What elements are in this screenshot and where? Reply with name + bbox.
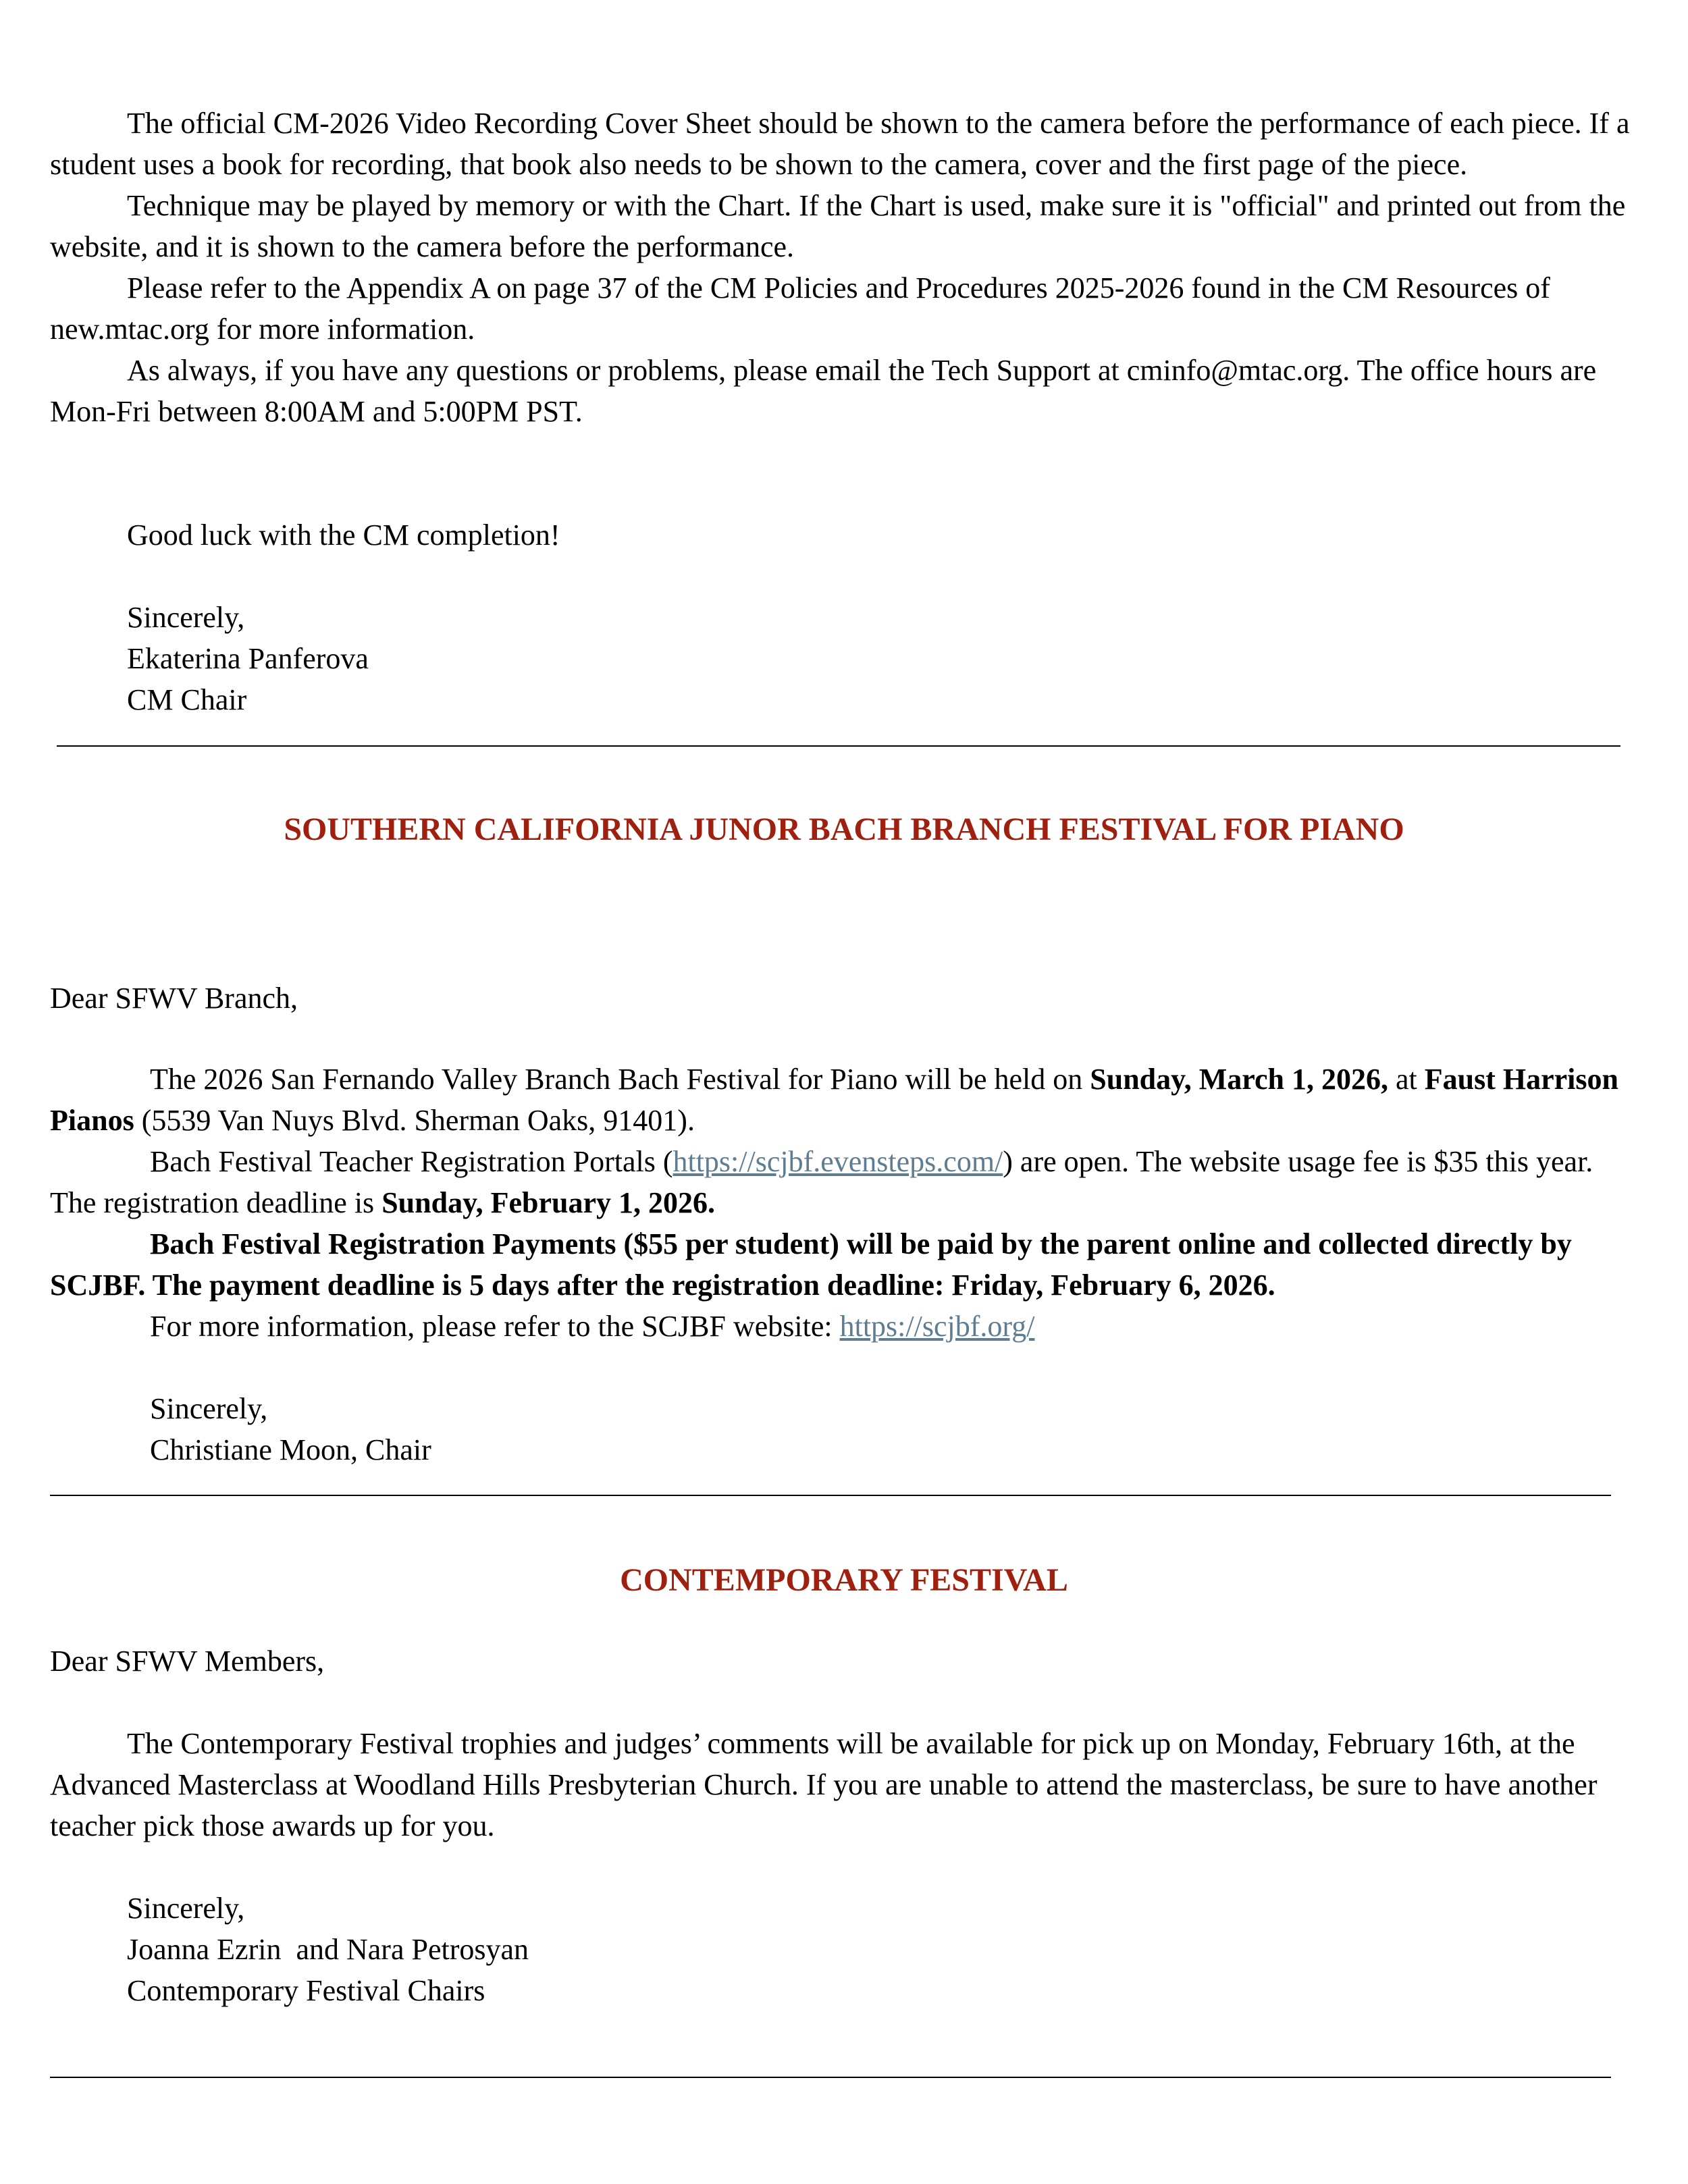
contemporary-signature xyxy=(50,1888,1643,2011)
scjbf-website-link[interactable]: https://scjbf.org/ xyxy=(839,1310,1035,1343)
section-divider xyxy=(57,745,1620,747)
bach-section xyxy=(50,1059,1643,1347)
cm-paragraph-tech-support: As always, if you have any questions or problems, please email the Tech Support at cminfo@mtac.org. The office hours are Mon-Fri between 8:00AM and 5:00PM PST. xyxy=(50,354,1597,428)
bach-event-text-a: The 2026 San Fernando Valley Branch Bach Festival for Piano will be held on xyxy=(150,1063,1090,1096)
contemporary-signer-title: Contemporary Festival Chairs xyxy=(127,1974,485,2007)
evensteps-link[interactable]: https://scjbf.evensteps.com/ xyxy=(672,1145,1003,1178)
bach-paragraph-payments xyxy=(50,1223,1643,1306)
contemporary-greeting-block xyxy=(50,1641,1643,1682)
cm-paragraph-appendix: Please refer to the Appendix A on page 37 of the CM Policies and Procedures 2025-2026 found in the CM Resources of new.mtac.org for more information. xyxy=(50,271,1550,346)
bach-paragraph-event xyxy=(50,1059,1643,1141)
bach-event-address: (5539 Van Nuys Blvd. Sherman Oaks, 91401). xyxy=(134,1104,695,1137)
cm-paragraph-technique: Technique may be played by memory or with the Chart. If the Chart is used, make sure it is "official" and printed out from the website, and it is shown to the camera before the performance. xyxy=(50,189,1626,263)
bach-event-text-b: at xyxy=(1388,1063,1425,1096)
bach-registration-text-b: ) are open. The website usage fee is $35 this year. The registration deadline is xyxy=(50,1145,1593,1219)
cm-sincerely: Sincerely, xyxy=(127,601,245,634)
cm-closing xyxy=(50,514,1643,556)
cm-good-luck: Good luck with the CM completion! xyxy=(127,518,560,552)
cm-section xyxy=(50,103,1643,432)
contemporary-signer-names: Joanna Ezrin and Nara Petrosyan xyxy=(127,1933,529,1966)
contemporary-festival-heading: CONTEMPORARY FESTIVAL xyxy=(620,1562,1068,1598)
cm-paragraph-cover-sheet: The official CM-2026 Video Recording Cover Sheet should be shown to the camera before the performance of each piece. If a student uses a book for recording, that book also needs to be shown to the camera, cover and the first page of the piece. xyxy=(50,107,1630,181)
bach-registration-deadline: Sunday, February 1, 2026. xyxy=(381,1186,716,1219)
bach-payments-text: Bach Festival Registration Payments ($55 per student) will be paid by the parent online and collected directly by SCJBF. The payment deadline is 5 days after the registration deadline: Friday, February 6, 2026. xyxy=(50,1227,1572,1302)
bach-paragraph-registration xyxy=(50,1141,1643,1223)
bach-paragraph-more-info xyxy=(50,1306,1643,1347)
bach-greeting-block xyxy=(50,978,1643,1019)
bach-signature xyxy=(50,1388,1643,1470)
bach-greeting: Dear SFWV Branch, xyxy=(50,982,298,1015)
bach-sincerely: Sincerely, xyxy=(150,1392,268,1425)
contemporary-sincerely: Sincerely, xyxy=(127,1892,245,1925)
cm-signer-title: CM Chair xyxy=(127,683,247,716)
cm-signer-name: Ekaterina Panferova xyxy=(127,642,369,675)
cm-signature xyxy=(50,597,1643,720)
bach-registration-text-a: Bach Festival Teacher Registration Portals ( xyxy=(150,1145,673,1178)
bach-signer-name: Christiane Moon, Chair xyxy=(150,1433,431,1466)
section-divider xyxy=(50,1495,1611,1496)
bach-more-info-text: For more information, please refer to the SCJBF website: xyxy=(150,1310,840,1343)
bach-festival-heading: SOUTHERN CALIFORNIA JUNOR BACH BRANCH FESTIVAL FOR PIANO xyxy=(284,811,1404,847)
bach-event-date: Sunday, March 1, 2026, xyxy=(1090,1063,1388,1096)
contemporary-greeting: Dear SFWV Members, xyxy=(50,1645,325,1678)
contemporary-section xyxy=(50,1723,1643,1846)
section-divider xyxy=(50,2077,1611,2078)
bach-event-venue: Faust Harrison Pianos xyxy=(50,1063,1618,1137)
contemporary-paragraph: The Contemporary Festival trophies and judges’ comments will be available for pick up on Monday, February 16th, at the Advanced Masterclass at Woodland Hills Presbyterian Church. If you are unable to attend the masterclass, be sure to have another teacher pick those awards up for you. xyxy=(50,1727,1598,1842)
